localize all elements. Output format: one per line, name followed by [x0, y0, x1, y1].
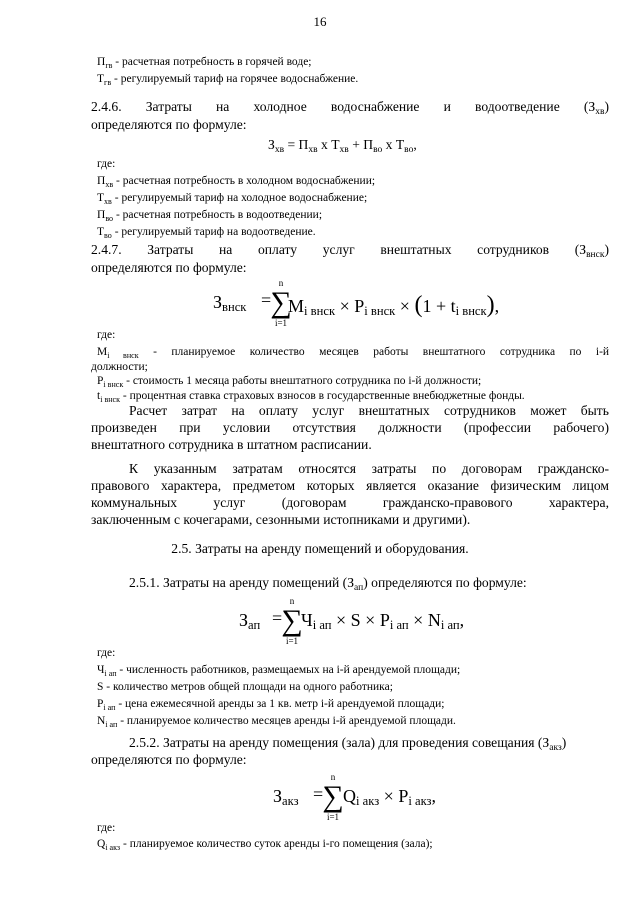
formula-meeting-lhs: $З_{акз}$: [273, 786, 299, 808]
def-insurance-rate: $t_{i внск}$ - процентная ставка страховых взносов в государственные внебюджетные фонды.: [97, 390, 525, 404]
where-label: где:: [97, 822, 116, 834]
where-label: где:: [97, 647, 116, 659]
formula-meeting-eq: =: [313, 784, 324, 804]
def-months-work: $М_{i внск}$ - планируемое количество месяцев работы внештатного сотрудника по i-й: [97, 346, 610, 360]
where-label: где:: [97, 329, 116, 341]
section-2-5-2-line2: определяются по формуле:: [91, 752, 247, 767]
def-rent-price: $Р_{i ап}$ - цена ежемесячной аренды за 1 кв. метр i-й арендуемой площади;: [97, 698, 445, 712]
formula-rent-rhs: $Ч_{i ап} \times S \times P_{i ап} \times N_{i ап}$,: [301, 610, 465, 632]
where-label: где:: [97, 158, 116, 170]
section-2-4-7-line1: 2.4.7. Затраты на оплату услуг внештатных сотрудников $(З_{внск})$: [91, 242, 610, 260]
formula-cold-water: $З_{хв} = П_{хв}$ х $Т_{хв} + П_{во}$ х $Т_{во}$,: [268, 137, 417, 155]
def-rent-days: $Q_{i акз}$ - планируемое количество суток аренды i-го помещения (зала);: [97, 838, 433, 852]
def-area-per-worker: S - количество метров общей площади на одного работника;: [97, 681, 393, 693]
section-2-5-2-line1: 2.5.2. Затраты на аренду помещения (зала) для проведения совещания $(З_{акз})$: [129, 735, 567, 753]
def-workers-count: $Ч_{i ап}$ - численность работников, размещаемых на i-й арендуемой площади;: [97, 664, 461, 678]
sum-sign: n ∑ i=1: [281, 596, 303, 646]
para-civil-contracts-line2: правового характера, предметом которых является оказание физическим лицом: [91, 478, 610, 493]
formula-rent-lhs: $З_{ап}$: [239, 610, 261, 632]
def-drainage-tariff: $Т_{во}$ - регулируемый тариф на водоотведение.: [97, 226, 316, 240]
sum-sign: n ∑ i=1: [270, 278, 292, 328]
formula-contractors-rhs: $M_{i внск} \times P_{i внск} \times (1 + t_{i внск})$,: [288, 292, 500, 318]
para-civil-contracts-line1: К указанным затратам относятся затраты по договорам гражданско-: [129, 461, 610, 476]
section-2-4-7-line2: определяются по формуле:: [91, 260, 247, 275]
para-contractors-line1: Расчет затрат на оплату услуг внештатных сотрудников может быть: [129, 403, 609, 418]
formula-rent-eq: =: [272, 608, 283, 628]
formula-contractors-lhs: $З_{внск}$: [213, 292, 247, 314]
formula-contractors-eq: =: [261, 290, 272, 310]
def-cold-water-need: $П_{хв}$ - расчетная потребность в холодном водоснабжении;: [97, 175, 376, 189]
def-months-work-cont: должности;: [91, 361, 148, 373]
section-2-4-6-line2: определяются по формуле:: [91, 117, 247, 132]
page-number: 16: [313, 14, 327, 29]
section-2-5-heading: 2.5. Затраты на аренду помещений и оборудования.: [171, 541, 469, 556]
def-month-cost: $Р_{i внск}$ - стоимость 1 месяца работы внештатного сотрудника по i-й должности;: [97, 375, 482, 389]
def-cold-water-tariff: $Т_{хв}$ - регулируемый тариф на холодное водоснабжение;: [97, 192, 368, 206]
def-rent-months: $N_{i ап}$ - планируемое количество месяцев аренды i-й арендуемой площади.: [97, 715, 456, 729]
formula-meeting-rhs: $Q_{i акз} \times P_{i акз}$,: [343, 786, 437, 808]
para-civil-contracts-line4: заключенным с кочегарами, сезонными истопниками и другими).: [91, 512, 471, 527]
para-contractors-line2: произведен при условии отсутствия должности (профессии рабочего): [91, 420, 609, 435]
def-hot-water-tariff: $Т_{гв}$ - регулируемый тариф на горячее водоснабжение.: [97, 73, 359, 87]
para-contractors-line3: внештатного сотрудника в штатном расписании.: [91, 437, 372, 452]
section-2-5-1-line1: 2.5.1. Затраты на аренду помещений $(З_{ап})$ определяются по формуле:: [129, 575, 527, 593]
section-2-4-6-line1: 2.4.6. Затраты на холодное водоснабжение и водоотведение $(З_{хв})$: [91, 99, 610, 117]
para-civil-contracts-line3: коммунальных услуг (договорам гражданско-правового характера,: [91, 495, 609, 510]
def-drainage-need: $П_{во}$ - расчетная потребность в водоотведении;: [97, 209, 323, 223]
def-hot-water-need: $П_{гв}$ - расчетная потребность в горячей воде;: [97, 56, 312, 70]
sum-sign: n ∑ i=1: [322, 772, 344, 822]
